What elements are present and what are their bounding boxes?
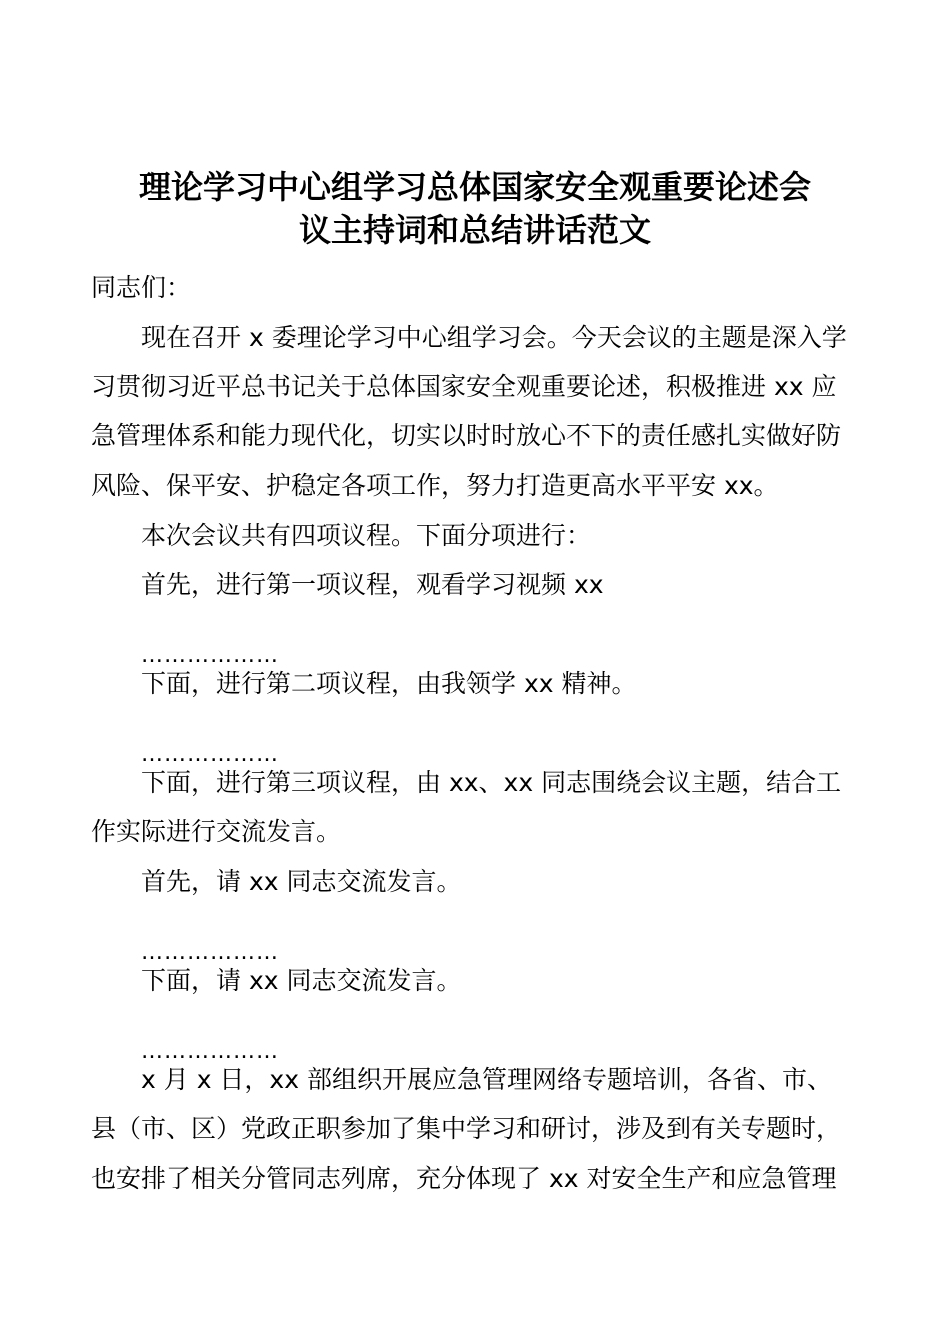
body-line: 下面，进行第二项议程，由我领学 xx 精神。 [141, 669, 637, 698]
body-line: 习贯彻习近平总书记关于总体国家安全观重要论述，积极推进 xx 应 [91, 372, 837, 401]
body-line: 下面，进行第三项议程，由 xx、xx 同志围绕会议主题，结合工 [141, 768, 842, 797]
body-line: 风险、保平安、护稳定各项工作，努力打造更高水平平安 xx。 [91, 471, 779, 500]
body-line: 首先，请 xx 同志交流发言。 [141, 867, 462, 896]
body-line: 县（市、区）党政正职参加了集中学习和研讨，涉及到有关专题时， [91, 1114, 842, 1143]
ellipsis-line: ……………… [141, 1039, 279, 1064]
body-line: x 月 x 日，xx 部组织开展应急管理网络专题培训，各省、市、 [141, 1065, 832, 1094]
body-line: 也安排了相关分管同志列席，充分体现了 xx 对安全生产和应急管理 [91, 1164, 837, 1193]
ellipsis-line: ……………… [141, 742, 279, 767]
body-line: 作实际进行交流发言。 [91, 817, 342, 846]
salutation: 同志们： [91, 273, 192, 302]
document-title-line-2: 议主持词和总结讲话范文 [298, 211, 651, 249]
body-line: 现在召开 x 委理论学习中心组学习会。今天会议的主题是深入学 [141, 323, 847, 352]
document-title-line-1: 理论学习中心组学习总体国家安全观重要论述会 [138, 168, 811, 206]
body-line: 急管理体系和能力现代化，切实以时时放心不下的责任感扎实做好防 [91, 421, 842, 450]
body-line: 下面，请 xx 同志交流发言。 [141, 966, 462, 995]
ellipsis-line: ……………… [141, 643, 279, 668]
body-line: 首先，进行第一项议程，观看学习视频 xx [141, 570, 604, 599]
ellipsis-line: ……………… [141, 940, 279, 965]
body-line: 本次会议共有四项议程。下面分项进行： [141, 521, 592, 550]
